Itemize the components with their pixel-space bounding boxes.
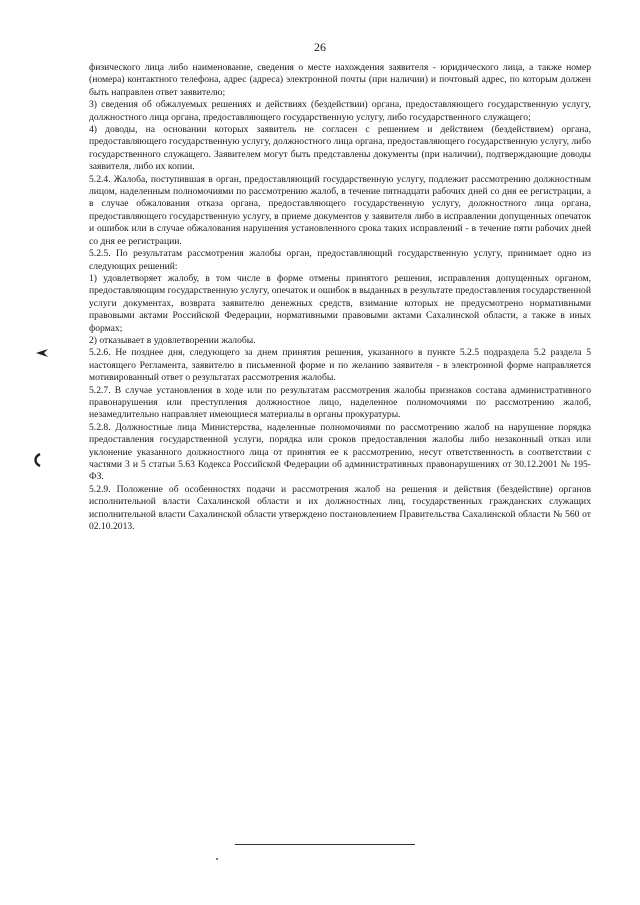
paragraph-5-2-7: 5.2.7. В случае установления в ходе или по результатам рассмотрения жалобы признаков состава административного правонарушения или преступления должностное лицо, наделенное полномочиями по рассмотрению жалоб, незамедлительно направляет имеющиеся материалы в органы прокуратуры. [89, 384, 591, 421]
paragraph-5-2-5: 5.2.5. По результатам рассмотрения жалобы орган, предоставляющий государственную услугу, принимает одно из следующих решений: [89, 248, 591, 272]
paragraph-item-3: 3) сведения об обжалуемых решениях и действиях (бездействии) органа, предоставляющего государственную услугу, должностного лица органа, предоставляющего государственную услугу, либо государственного служащего; [89, 99, 591, 123]
paragraph-applicant-info: физического лица либо наименование, сведения о месте нахождения заявителя - юридического лица, а также номер (номера) контактного телефона, адрес (адреса) электронной почты (при наличии) и почтовый адрес, по которым должен быть направлен ответ заявителю; [89, 62, 591, 98]
paragraph-5-2-4: 5.2.4. Жалоба, поступившая в орган, предоставляющий государственную услугу, подлежит рассмотрению должностным лицом, наделенным полномочиями по рассмотрению жалоб, в течение пятнадцати рабочих дней со дня ее регистрации, а в случае обжалования отказа органа, предоставляющего государственную услугу, должностного лица органа, предоставляющего государственную услугу, в приеме документов у заявителя либо в исправлении допущенных опечаток и ошибок или в случае обжалования нарушения установленного срока таких исправлений - в течение пяти рабочих дней со дня ее регистрации. [89, 173, 591, 247]
hole-punch-mark-upper [34, 347, 50, 359]
paragraph-item-4: 4) доводы, на основании которых заявитель не согласен с решением и действием (бездействием) органа, предоставляющего государственную услугу, должностного лица органа, предоставляющего государственную услугу, либо государственного служащего. Заявителем могут быть представлены документы (при наличии), подтверждающие доводы заявителя, либо их копии. [89, 124, 591, 173]
paragraph-5-2-9: 5.2.9. Положение об особенностях подачи и рассмотрения жалоб на решения и действия (бездействие) органов исполнительной власти Сахалинской области и их должностных лиц, государственных гражданских служащих исполнительной власти Сахалинской области утверждено постановлением Правительства Сахалинской области № 560 от 02.10.2013. [89, 483, 591, 533]
page-number: 26 [314, 40, 326, 54]
paragraph-decision-2: 2) отказывает в удовлетворении жалобы. [89, 334, 256, 346]
footer-separator-line [235, 844, 415, 845]
paragraph-5-2-6: 5.2.6. Не позднее дня, следующего за днем принятия решения, указанного в пункте 5.2.5 подраздела 5.2 раздела 5 настоящего Регламента, заявителю в письменной форме и по желанию заявителя - в электронной форме направляется мотивированный ответ о результатах рассмотрения жалобы. [89, 347, 591, 384]
paragraph-5-2-8: 5.2.8. Должностные лица Министерства, наделенные полномочиями по рассмотрению жалоб на нарушение порядка предоставления государственной услуги, порядка или сроков предоставления жалобы либо незаконный отказ или уклонение указанного должностного лица от принятия ее к рассмотрению, несут ответственность в соответствии с частями 3 и 5 статьи 5.63 Кодекса Российской Федерации об административных правонарушениях от 30.12.2001 № 195-ФЗ. [89, 421, 591, 483]
paragraph-decision-1: 1) удовлетворяет жалобу, в том числе в форме отмены принятого решения, исправления допущенных органом, предоставляющим государственную услугу, опечаток и ошибок в выданных в результате предоставления государственной услуги документах, возврата заявителю денежных средств, взимание которых не предусмотрено нормативными правовыми актами Российской Федерации, нормативными правовыми актами Сахалинской области, а также в иных формах; [89, 272, 591, 334]
hole-punch-mark-lower [31, 452, 43, 468]
scan-speck [216, 858, 218, 860]
document-body [89, 62, 591, 533]
